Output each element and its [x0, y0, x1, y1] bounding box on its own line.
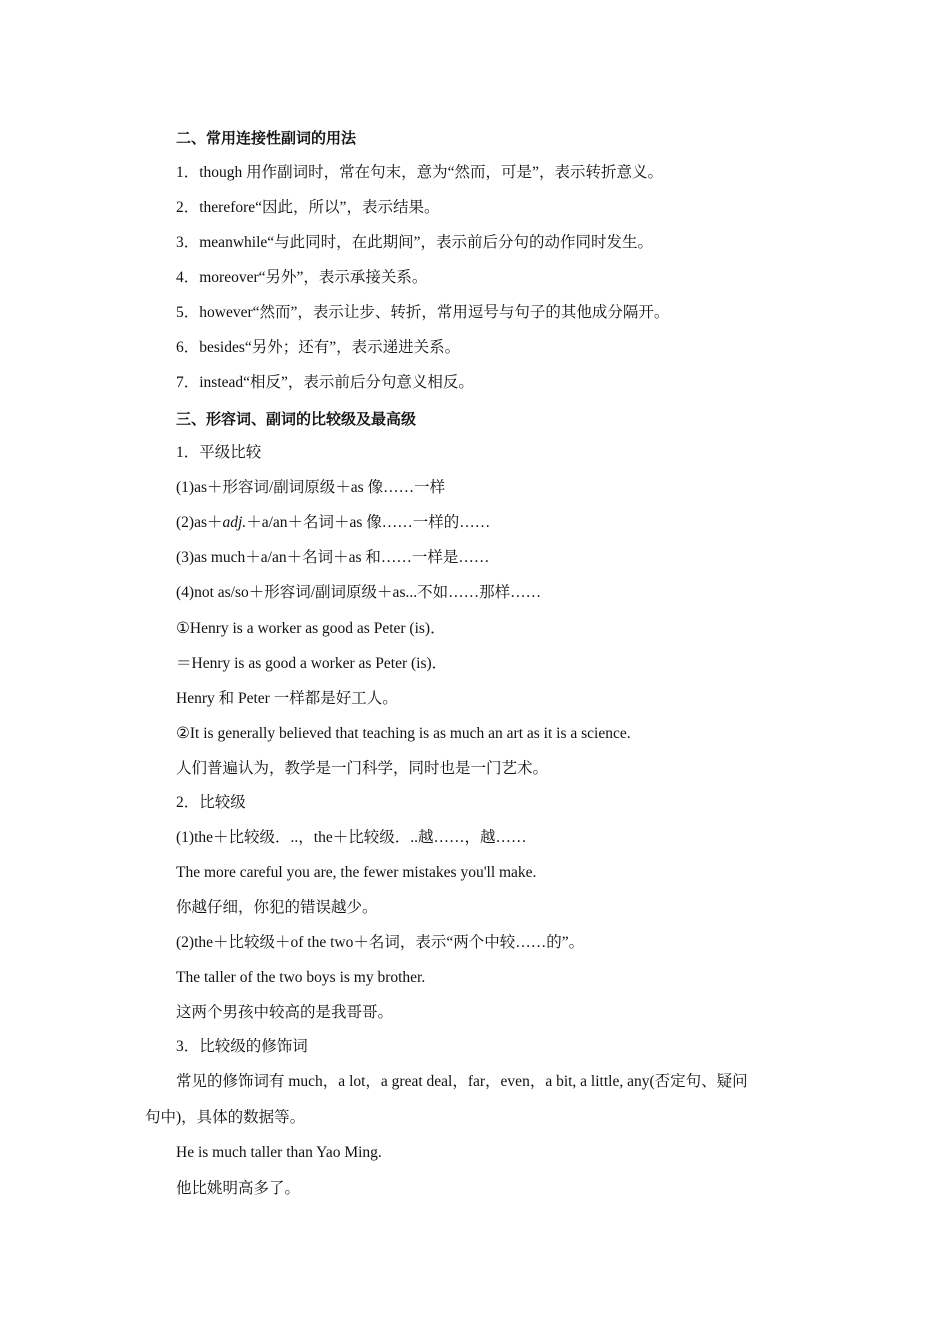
- subsection-title: 3．比较级的修饰词: [176, 1038, 308, 1055]
- rule-text: ＋a/an＋名词＋as 像……一样的……: [246, 514, 491, 531]
- paragraph-line: 常见的修饰词有 much，a lot，a great deal，far，even，a bit, a little, any(否定句、疑问: [176, 1073, 748, 1090]
- rule-line: (1)as＋形容词/副词原级＋as 像……一样: [176, 479, 446, 496]
- example-sentence: ＝Henry is as good a worker as Peter (is)．: [176, 655, 448, 672]
- rule-line: (4)not as/so＋形容词/副词原级＋as...不如……那样……: [176, 584, 542, 601]
- example-sentence: ①Henry is a worker as good as Peter (is)．: [176, 620, 446, 637]
- section-heading-comparatives: 三、形容词、副词的比较级及最高级: [176, 410, 417, 428]
- rule-text-italic: adj.: [222, 514, 247, 531]
- rule-line: [176, 513, 490, 533]
- list-item: 4．moreover“另外”，表示承接关系。: [176, 269, 428, 286]
- list-item: 6．besides“另外；还有”，表示递进关系。: [176, 339, 461, 356]
- example-translation: 你越仔细，你犯的错误越少。: [176, 899, 378, 916]
- example-translation: 这两个男孩中较高的是我哥哥。: [176, 1004, 394, 1021]
- subsection-title: 2．比较级: [176, 794, 246, 811]
- paragraph-line: 句中)，具体的数据等。: [145, 1109, 306, 1126]
- subsection-title: 1．平级比较: [176, 444, 262, 461]
- rule-line: (1)the＋比较级．..，the＋比较级．..越……，越……: [176, 829, 527, 846]
- list-item: 3．meanwhile“与此同时，在此期间”，表示前后分句的动作同时发生。: [176, 234, 654, 251]
- list-item: 7．instead“相反”，表示前后分句意义相反。: [176, 374, 474, 391]
- section-heading-connective-adverbs: 二、常用连接性副词的用法: [176, 129, 357, 147]
- rule-text: (2)as＋: [176, 514, 223, 531]
- example-sentence: ②It is generally believed that teaching is as much an art as it is a science.: [176, 725, 631, 742]
- example-translation: 人们普遍认为，教学是一门科学，同时也是一门艺术。: [176, 760, 549, 777]
- example-sentence: The more careful you are, the fewer mistakes you'll make.: [176, 864, 537, 881]
- example-translation: 他比姚明高多了。: [176, 1180, 301, 1197]
- list-item: 5．however“然而”，表示让步、转折，常用逗号与句子的其他成分隔开。: [176, 304, 670, 321]
- rule-line: (3)as much＋a/an＋名词＋as 和……一样是……: [176, 549, 490, 566]
- example-sentence: The taller of the two boys is my brother.: [176, 969, 426, 986]
- list-item: 2．therefore“因此，所以”，表示结果。: [176, 199, 440, 216]
- example-translation: Henry 和 Peter 一样都是好工人。: [176, 690, 398, 707]
- list-item: 1．though 用作副词时，常在句末，意为“然而，可是”，表示转折意义。: [176, 164, 663, 181]
- example-sentence: He is much taller than Yao Ming.: [176, 1144, 382, 1161]
- rule-line: (2)the＋比较级＋of the two＋名词，表示“两个中较……的”。: [176, 934, 585, 951]
